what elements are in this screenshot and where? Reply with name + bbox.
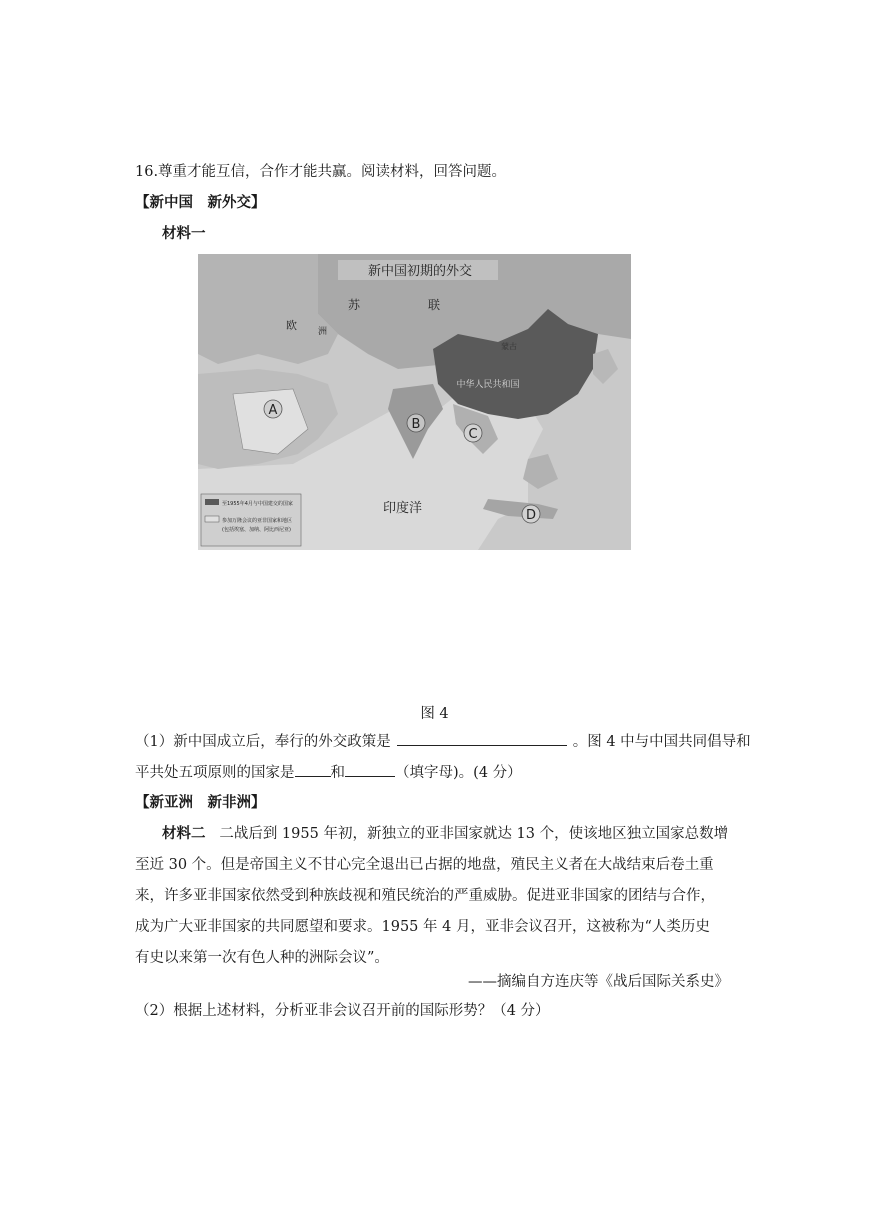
- legend-swatch-2: [205, 516, 219, 522]
- material-2-line-4: 成为广大亚非国家的共同愿望和要求。1955 年 4 月，亚非会议召开，这被称为“人类历史: [135, 919, 710, 935]
- ussr-label-1: 苏: [348, 298, 361, 312]
- label-b: B: [411, 417, 421, 432]
- mongolia-label: 蒙古: [501, 342, 517, 351]
- question-1-line-2: [135, 762, 522, 783]
- question-1-and: 和: [330, 765, 345, 781]
- question-1-text-c: 平共处五项原则的国家是: [135, 765, 295, 781]
- legend-item-1: 至1955年4月与中国建交的国家: [222, 501, 293, 507]
- answer-blank-country-2[interactable]: [345, 762, 395, 777]
- answer-blank-country-1[interactable]: [295, 762, 331, 777]
- material-2-source: ——摘编自方连庆等《战后国际关系史》: [468, 974, 729, 990]
- material-2-text-1: 二战后到 1955 年初，新独立的亚非国家就达 13 个，使该地区独立国家总数增: [219, 826, 729, 842]
- question-2: （2）根据上述材料，分析亚非会议召开前的国际形势？（4 分）: [135, 1003, 550, 1019]
- material-2-line-3: 来，许多亚非国家依然受到种族歧视和殖民统治的严重威胁。促进亚非国家的团结与合作，: [135, 888, 715, 904]
- map-figure: [198, 254, 631, 550]
- material-2-line-5: 有史以来第一次有色人种的洲际会议”。: [135, 950, 389, 966]
- legend-item-2-note: (包括埃塞、加纳、阿比西尼亚): [222, 527, 291, 533]
- question-1-line-1: [135, 731, 751, 752]
- prc-label: 中华人民共和国: [456, 380, 520, 390]
- material-2-line-2: 至近 30 个。但是帝国主义不甘心完全退出已占据的地盘，殖民主义者在大战结束后卷土重: [135, 857, 714, 873]
- europe-label-1: 欧: [286, 319, 297, 332]
- question-1-text-a: （1）新中国成立后，奉行的外交政策是: [135, 734, 391, 750]
- material-2-line-1: [162, 824, 728, 844]
- map-title: 新中国初期的外交: [367, 264, 473, 279]
- europe-label-2: 洲: [318, 327, 328, 337]
- question-1-text-b: 。图 4 中与中国共同倡导和: [572, 734, 751, 750]
- material-2-label: 材料二: [162, 826, 206, 842]
- europe-region: [198, 254, 338, 364]
- legend-item-2: 参加万隆会议的亚非国家和地区: [222, 518, 293, 524]
- question-intro: 16.尊重才能互信，合作才能共赢。阅读材料，回答问题。: [135, 164, 507, 180]
- ussr-label-2: 联: [428, 298, 441, 312]
- section-title-new-china: 【新中国 新外交】: [135, 195, 266, 211]
- label-d: D: [525, 508, 537, 523]
- question-1-text-d: （填字母)。(4 分）: [395, 765, 522, 781]
- indian-ocean-label: 印度洋: [383, 501, 423, 516]
- label-a: A: [268, 403, 278, 418]
- legend-swatch-1: [205, 499, 219, 505]
- label-c: C: [468, 427, 478, 442]
- answer-blank-policy[interactable]: [397, 731, 567, 746]
- figure-caption: 图 4: [420, 706, 449, 722]
- section-title-new-asia-africa: 【新亚洲 新非洲】: [135, 795, 266, 811]
- material-1-label: 材料一: [162, 226, 206, 242]
